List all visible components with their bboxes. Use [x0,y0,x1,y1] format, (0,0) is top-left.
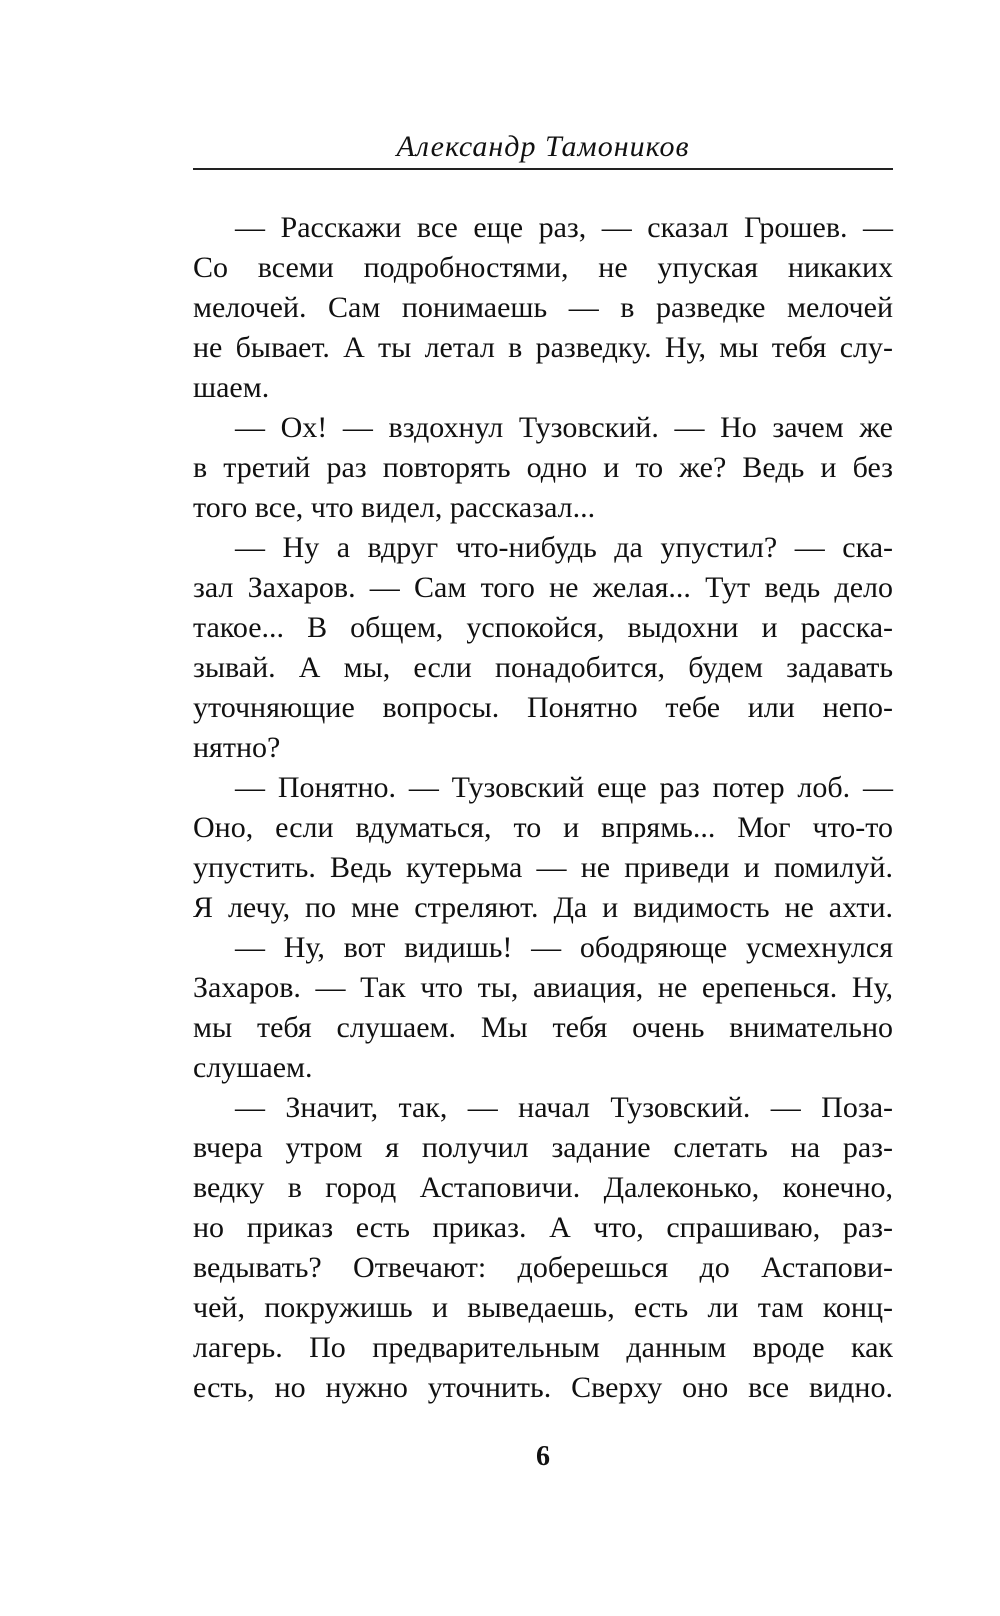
text-line: ведку в город Астаповичи. Далеконько, конечно, [193,1171,893,1204]
text-line: Я лечу, по мне стреляют. Да и видимость не ахти. [193,891,893,924]
text-line: уточняющие вопросы. Понятно тебе или непо- [193,691,893,724]
text-line: — Ну а вдруг что-нибудь да упустил? — ска- [235,531,893,564]
text-line: того все, что видел, рассказал... [193,491,596,524]
body-text [193,208,893,1408]
text-line: — Ох! — вздохнул Тузовский. — Но зачем же [235,411,893,444]
text-line: такое... В общем, успокойся, выдохни и расска- [193,611,893,644]
text-line: вчера утром я получил задание слетать на раз- [193,1131,893,1164]
text-line: нятно? [193,731,281,764]
text-line: мы тебя слушаем. Мы тебя очень внимательно [193,1011,893,1044]
header-rule [193,168,893,170]
text-line: — Ну, вот видишь! — ободряюще усмехнулся [235,931,893,964]
text-line: чей, покружишь и выведаешь, есть ли там конц- [193,1291,893,1324]
text-line: — Расскажи все еще раз, — сказал Грошев. — [235,211,893,244]
text-line: ведывать? Отвечают: доберешься до Астапови- [193,1251,893,1284]
text-line: Захаров. — Так что ты, авиация, не ерепенься. Ну, [193,971,893,1004]
text-line: лагерь. По предварительным данным вроде как [193,1331,893,1364]
text-line: не бывает. А ты летал в разведку. Ну, мы тебя слу- [193,331,893,364]
text-line: Со всеми подробностями, не упуская никаких [193,251,893,284]
text-line: в третий раз повторять одно и то же? Ведь и без [193,451,893,484]
text-line: — Значит, так, — начал Тузовский. — Поза- [235,1091,893,1124]
text-line: зал Захаров. — Сам того не желая... Тут ведь дело [193,571,893,604]
text-line: зывай. А мы, если понадобится, будем задавать [193,651,893,684]
text-line: шаем. [193,371,270,404]
text-line: есть, но нужно уточнить. Сверху оно все видно. [193,1371,893,1404]
page-number: 6 [536,1441,550,1472]
running-head-author: Александр Тамоников [396,130,690,163]
text-line: слушаем. [193,1051,313,1084]
text-line: — Понятно. — Тузовский еще раз потер лоб. — [235,771,893,804]
text-line: мелочей. Сам понимаешь — в разведке мелочей [193,291,893,324]
text-line: упустить. Ведь кутерьма — не приведи и помилуй. [193,851,893,884]
text-line: но приказ есть приказ. А что, спрашиваю, раз- [193,1211,893,1244]
text-line: Оно, если вдуматься, то и впрямь... Мог что-то [193,811,893,844]
